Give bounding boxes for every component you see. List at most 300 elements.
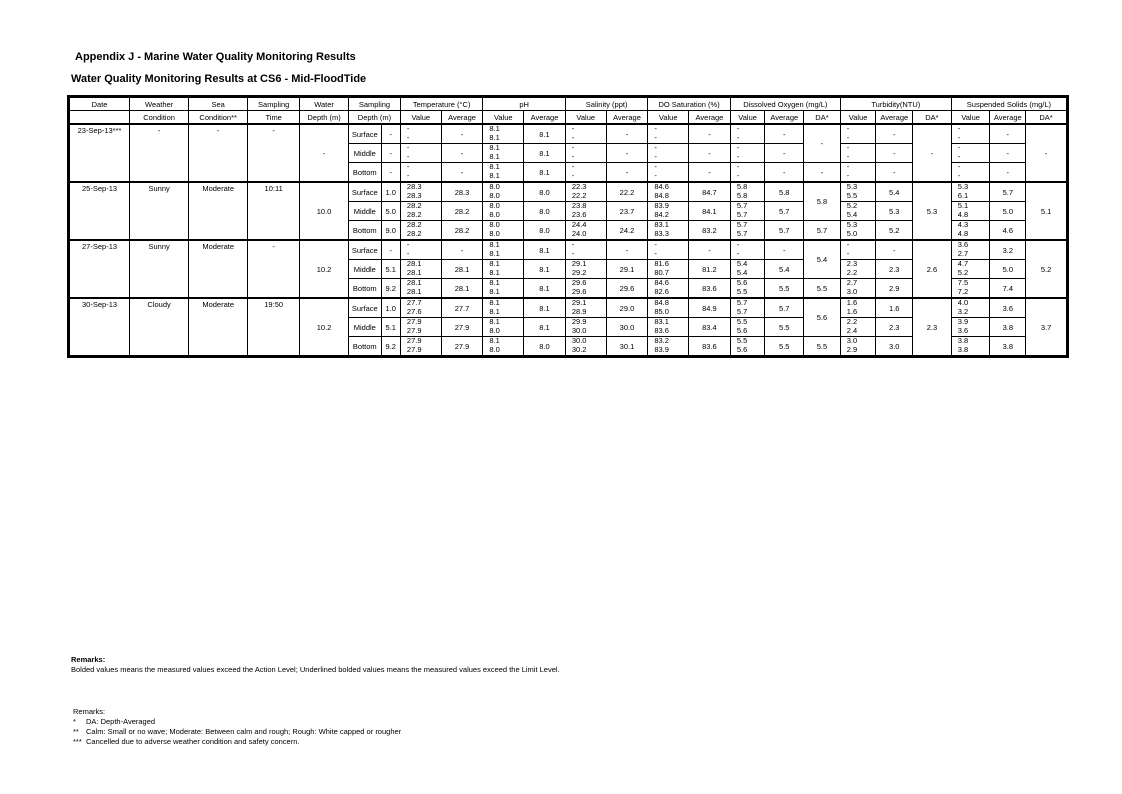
- cell-temperature-average: 27.7: [441, 298, 483, 318]
- cell-do-saturation-reading: 83.9: [654, 201, 669, 210]
- cell-do-saturation-reading: -: [654, 124, 657, 133]
- header-suspended-solids: Suspended Solids (mg/L): [951, 98, 1066, 111]
- cell-do-saturation-average: 84.9: [689, 298, 731, 318]
- cell-turbidity: [840, 240, 876, 260]
- cell-sampling-depth: -: [381, 144, 400, 163]
- cell-dissolved-oxygen-da-bottom: 5.5: [804, 279, 841, 299]
- cell-water-depth: 10.2: [300, 298, 349, 356]
- header-value: Value: [400, 111, 441, 125]
- footnote-item: ** Calm: Small or no wave; Moderate: Between calm and rough; Rough: White capped or rougher: [73, 727, 402, 736]
- cell-suspended-solids: [951, 240, 990, 260]
- remarks-action-level: [71, 655, 560, 675]
- cell-level: Surface: [349, 182, 382, 202]
- cell-do-saturation: [648, 240, 689, 260]
- cell-suspended-solids-average: 4.6: [990, 221, 1026, 241]
- cell-turbidity-reading: 3.0: [846, 336, 858, 345]
- cell-sampling-time: 10:11: [248, 182, 300, 240]
- footnotes: [73, 707, 401, 747]
- cell-dissolved-oxygen-reading: -: [736, 143, 740, 152]
- header-da: DA*: [804, 111, 841, 125]
- cell-ph: [483, 182, 524, 202]
- cell-suspended-solids-average: -: [990, 163, 1026, 183]
- header-value: Value: [951, 111, 990, 125]
- cell-ph: [483, 337, 524, 356]
- cell-salinity: [565, 318, 606, 337]
- cell-dissolved-oxygen-reading: 5.7: [736, 298, 748, 307]
- cell-dissolved-oxygen-reading: -: [736, 248, 740, 258]
- cell-temperature-average: -: [441, 124, 483, 144]
- cell-suspended-solids-reading: -: [957, 151, 961, 161]
- cell-suspended-solids-reading: -: [957, 124, 961, 133]
- cell-dissolved-oxygen-da: 5.8: [804, 182, 841, 221]
- table-row: [70, 124, 1067, 144]
- header-dissolved-oxygen: Dissolved Oxygen (mg/L): [730, 98, 840, 111]
- cell-turbidity: [840, 337, 876, 356]
- cell-salinity: [565, 124, 606, 144]
- cell-salinity: [565, 279, 606, 299]
- cell-turbidity-reading: 5.4: [846, 209, 858, 219]
- cell-turbidity-reading: 2.2: [846, 317, 858, 326]
- cell-do-saturation-reading: 83.3: [654, 228, 669, 238]
- cell-salinity-average: -: [606, 240, 648, 260]
- date-block: [70, 124, 1067, 182]
- cell-level: Surface: [349, 124, 382, 144]
- cell-suspended-solids-reading: -: [957, 132, 961, 142]
- cell-dissolved-oxygen-reading: -: [736, 151, 740, 161]
- cell-level: Bottom: [349, 337, 382, 356]
- cell-temperature-average: -: [441, 240, 483, 260]
- cell-do-saturation-average: 83.2: [689, 221, 731, 241]
- cell-suspended-solids-reading: 3.2: [957, 306, 969, 316]
- cell-sampling-time: -: [248, 240, 300, 298]
- header-weather: Weather: [130, 98, 189, 111]
- cell-ph-average: 8.1: [524, 163, 566, 183]
- cell-dissolved-oxygen-da: 5.4: [804, 240, 841, 279]
- cell-do-saturation-average: 84.1: [689, 202, 731, 221]
- cell-do-saturation: [648, 221, 689, 241]
- cell-ph-average: 8.1: [524, 124, 566, 144]
- cell-turbidity-reading: 2.3: [846, 259, 858, 268]
- cell-water-depth: 10.2: [300, 240, 349, 298]
- cell-do-saturation: [648, 260, 689, 279]
- cell-dissolved-oxygen-average: -: [765, 144, 804, 163]
- cell-suspended-solids-reading: -: [957, 143, 961, 152]
- cell-dissolved-oxygen-average: 5.5: [765, 279, 804, 299]
- cell-turbidity-reading: 2.9: [846, 344, 858, 354]
- cell-ph-reading: 8.1: [489, 286, 500, 296]
- cell-level: Bottom: [349, 221, 382, 241]
- cell-salinity-reading: 30.0: [571, 336, 587, 345]
- cell-turbidity: [840, 318, 876, 337]
- cell-salinity-average: 24.2: [606, 221, 648, 241]
- cell-salinity-reading: -: [571, 151, 575, 161]
- cell-salinity-reading: 29.9: [571, 317, 587, 326]
- cell-suspended-solids-reading: -: [957, 170, 961, 180]
- cell-dissolved-oxygen-da-bottom: 5.5: [804, 337, 841, 356]
- cell-temperature-reading: 28.2: [406, 201, 422, 210]
- table-row: [70, 298, 1067, 318]
- cell-salinity-reading: 23.8: [571, 201, 587, 210]
- cell-do-saturation-reading: -: [654, 170, 657, 180]
- date-block: [70, 240, 1067, 298]
- cell-turbidity-average: 1.6: [876, 298, 913, 318]
- cell-dissolved-oxygen-reading: 5.8: [736, 190, 748, 200]
- cell-salinity-reading: 28.9: [571, 306, 587, 316]
- cell-do-saturation: [648, 202, 689, 221]
- cell-salinity: [565, 144, 606, 163]
- cell-do-saturation-reading: -: [654, 151, 657, 161]
- cell-suspended-solids: [951, 202, 990, 221]
- footnotes-heading: Remarks:: [73, 707, 106, 716]
- header-da: DA*: [1026, 111, 1067, 125]
- cell-ph-average: 8.1: [524, 240, 566, 260]
- header-salinity: Salinity (ppt): [565, 98, 647, 111]
- cell-turbidity-reading: -: [846, 240, 850, 249]
- cell-weather: Cloudy: [130, 298, 189, 356]
- cell-ph-reading: 8.1: [489, 298, 500, 307]
- cell-ph: [483, 240, 524, 260]
- cell-temperature-reading: 27.7: [406, 298, 422, 307]
- cell-ph: [483, 144, 524, 163]
- cell-suspended-solids-da: 3.7: [1026, 298, 1067, 356]
- cell-temperature-reading: 28.2: [406, 228, 422, 238]
- cell-ph: [483, 318, 524, 337]
- cell-do-saturation-reading: 80.7: [654, 267, 669, 277]
- header-average: Average: [765, 111, 804, 125]
- cell-dissolved-oxygen-reading: 5.5: [736, 336, 748, 345]
- cell-temperature-reading: -: [406, 151, 410, 161]
- cell-turbidity: [840, 260, 876, 279]
- cell-turbidity-reading: 5.3: [846, 220, 858, 229]
- cell-suspended-solids: [951, 260, 990, 279]
- cell-turbidity-average: 2.9: [876, 279, 913, 299]
- cell-do-saturation-reading: 83.2: [654, 336, 669, 345]
- cell-sampling-depth: 5.1: [381, 318, 400, 337]
- cell-dissolved-oxygen-average: 5.5: [765, 337, 804, 356]
- header-da: DA*: [913, 111, 952, 125]
- footnote-item: *** Cancelled due to adverse weather condition and safety concern.: [73, 737, 300, 746]
- cell-ph: [483, 202, 524, 221]
- cell-do-saturation-reading: -: [654, 162, 657, 171]
- cell-suspended-solids-reading: 5.1: [957, 201, 969, 210]
- cell-turbidity: [840, 124, 876, 144]
- cell-temperature-reading: 28.2: [406, 209, 422, 219]
- cell-ph-reading: 8.0: [489, 220, 500, 229]
- cell-ph-reading: 8.1: [489, 278, 500, 287]
- cell-ph-reading: 8.0: [489, 209, 500, 219]
- date-block: [70, 182, 1067, 240]
- header-sea: Sea: [189, 98, 248, 111]
- cell-turbidity-da: 2.3: [913, 298, 952, 356]
- cell-temperature-reading: 27.6: [406, 306, 422, 316]
- cell-do-saturation-average: 83.6: [689, 279, 731, 299]
- cell-level: Bottom: [349, 163, 382, 183]
- cell-dissolved-oxygen: [730, 240, 765, 260]
- cell-suspended-solids-average: 3.8: [990, 318, 1026, 337]
- cell-do-saturation-average: 83.6: [689, 337, 731, 356]
- cell-dissolved-oxygen-da-bottom: -: [804, 163, 841, 183]
- cell-do-saturation-reading: 84.2: [654, 209, 669, 219]
- cell-dissolved-oxygen-reading: 5.6: [736, 344, 748, 354]
- cell-turbidity: [840, 202, 876, 221]
- cell-dissolved-oxygen-average: -: [765, 163, 804, 183]
- cell-do-saturation-reading: 83.1: [654, 317, 669, 326]
- cell-sampling-depth: 5.0: [381, 202, 400, 221]
- cell-temperature-reading: 28.1: [406, 267, 422, 277]
- cell-ph-reading: 8.1: [489, 132, 500, 142]
- cell-suspended-solids-reading: 5.2: [957, 267, 969, 277]
- cell-date: 25-Sep-13: [70, 182, 130, 240]
- cell-salinity: [565, 202, 606, 221]
- cell-salinity-reading: -: [571, 248, 575, 258]
- remarks-text: Bolded values means the measured values exceed the Action Level; Underlined bolded values means the measured values exceed the Limit Level.: [71, 665, 560, 674]
- cell-dissolved-oxygen: [730, 182, 765, 202]
- cell-dissolved-oxygen-da-bottom: 5.7: [804, 221, 841, 241]
- cell-salinity-reading: -: [571, 124, 575, 133]
- cell-suspended-solids-da: 5.1: [1026, 182, 1067, 240]
- cell-level: Surface: [349, 298, 382, 318]
- cell-suspended-solids-reading: 3.9: [957, 317, 969, 326]
- cell-suspended-solids-reading: 6.1: [957, 190, 969, 200]
- cell-sampling-depth: 9.2: [381, 337, 400, 356]
- cell-salinity-average: 29.6: [606, 279, 648, 299]
- cell-do-saturation: [648, 124, 689, 144]
- cell-ph-reading: 8.0: [489, 228, 500, 238]
- cell-turbidity-reading: 3.0: [846, 286, 858, 296]
- cell-salinity: [565, 182, 606, 202]
- cell-dissolved-oxygen-reading: 5.7: [736, 306, 748, 316]
- cell-do-saturation-average: 81.2: [689, 260, 731, 279]
- cell-salinity-reading: 22.3: [571, 182, 587, 191]
- cell-turbidity-reading: -: [846, 132, 850, 142]
- cell-do-saturation-reading: -: [654, 132, 657, 142]
- cell-salinity-reading: -: [571, 132, 575, 142]
- cell-dissolved-oxygen-reading: 5.7: [736, 201, 748, 210]
- header-depth-m: Depth (m): [349, 111, 401, 125]
- cell-turbidity-da: 2.6: [913, 240, 952, 298]
- header-water: Water: [300, 98, 349, 111]
- cell-temperature-reading: 27.9: [406, 344, 422, 354]
- cell-ph-average: 8.1: [524, 279, 566, 299]
- cell-ph: [483, 279, 524, 299]
- cell-sampling-depth: 1.0: [381, 298, 400, 318]
- cell-dissolved-oxygen: [730, 163, 765, 183]
- header-row-1: [70, 98, 1067, 111]
- cell-do-saturation: [648, 318, 689, 337]
- cell-turbidity: [840, 221, 876, 241]
- cell-salinity-average: 22.2: [606, 182, 648, 202]
- table-row: [70, 182, 1067, 202]
- cell-turbidity-reading: 1.6: [846, 306, 858, 316]
- cell-weather: Sunny: [130, 240, 189, 298]
- header-value: Value: [648, 111, 689, 125]
- cell-temperature-reading: 28.1: [406, 286, 422, 296]
- cell-temperature: [400, 318, 441, 337]
- cell-temperature-average: 28.3: [441, 182, 483, 202]
- cell-suspended-solids: [951, 337, 990, 356]
- cell-suspended-solids-reading: 4.7: [957, 259, 969, 268]
- cell-ph: [483, 163, 524, 183]
- cell-temperature-average: 28.1: [441, 260, 483, 279]
- cell-sampling-depth: 1.0: [381, 182, 400, 202]
- cell-ph-reading: 8.1: [489, 248, 500, 258]
- cell-do-saturation-reading: 83.1: [654, 220, 669, 229]
- cell-turbidity-average: -: [876, 144, 913, 163]
- cell-ph-average: 8.0: [524, 182, 566, 202]
- cell-turbidity-average: -: [876, 163, 913, 183]
- cell-do-saturation-reading: 83.9: [654, 344, 669, 354]
- cell-sea-condition: Moderate: [189, 182, 248, 240]
- cell-salinity-reading: -: [571, 170, 575, 180]
- cell-turbidity: [840, 279, 876, 299]
- date-block: [70, 298, 1067, 356]
- cell-turbidity-average: 5.2: [876, 221, 913, 241]
- cell-suspended-solids-average: 5.0: [990, 202, 1026, 221]
- cell-water-depth: 10.0: [300, 182, 349, 240]
- cell-ph-reading: 8.0: [489, 182, 500, 191]
- cell-date: 23-Sep-13***: [70, 124, 130, 182]
- cell-dissolved-oxygen: [730, 318, 765, 337]
- cell-salinity-average: 29.1: [606, 260, 648, 279]
- cell-do-saturation: [648, 279, 689, 299]
- cell-suspended-solids-reading: 4.8: [957, 228, 969, 238]
- cell-salinity-average: 23.7: [606, 202, 648, 221]
- cell-dissolved-oxygen: [730, 124, 765, 144]
- cell-ph: [483, 221, 524, 241]
- cell-turbidity-reading: 1.6: [846, 298, 858, 307]
- cell-temperature: [400, 337, 441, 356]
- cell-turbidity-average: 5.3: [876, 202, 913, 221]
- cell-dissolved-oxygen-reading: -: [736, 162, 740, 171]
- cell-salinity-reading: 29.2: [571, 267, 587, 277]
- cell-dissolved-oxygen-da: 5.6: [804, 298, 841, 337]
- cell-temperature-average: -: [441, 163, 483, 183]
- cell-temperature: [400, 202, 441, 221]
- cell-weather: Sunny: [130, 182, 189, 240]
- cell-turbidity-da: 5.3: [913, 182, 952, 240]
- cell-suspended-solids-average: 5.7: [990, 182, 1026, 202]
- cell-temperature: [400, 221, 441, 241]
- cell-salinity-average: 29.0: [606, 298, 648, 318]
- cell-dissolved-oxygen-reading: 5.5: [736, 286, 748, 296]
- cell-turbidity-average: 2.3: [876, 260, 913, 279]
- cell-turbidity-reading: -: [846, 162, 850, 171]
- cell-sampling-depth: -: [381, 240, 400, 260]
- cell-sampling-depth: -: [381, 163, 400, 183]
- table-subtitle: Water Quality Monitoring Results at CS6 - Mid-FloodTide: [71, 73, 367, 85]
- cell-turbidity-reading: -: [846, 248, 850, 258]
- cell-turbidity-average: -: [876, 240, 913, 260]
- cell-suspended-solids-reading: 3.6: [957, 240, 969, 249]
- cell-suspended-solids-reading: 7.2: [957, 286, 969, 296]
- cell-salinity-reading: 23.6: [571, 209, 587, 219]
- footnote-item: * DA: Depth-Averaged: [73, 717, 156, 726]
- cell-sea-condition: Moderate: [189, 240, 248, 298]
- cell-temperature-reading: -: [406, 248, 410, 258]
- cell-salinity: [565, 298, 606, 318]
- cell-dissolved-oxygen: [730, 221, 765, 241]
- cell-temperature-reading: 28.1: [406, 278, 422, 287]
- cell-suspended-solids: [951, 182, 990, 202]
- cell-dissolved-oxygen-reading: 5.7: [736, 228, 748, 238]
- cell-suspended-solids-da: -: [1026, 124, 1067, 182]
- cell-level: Bottom: [349, 279, 382, 299]
- cell-sea-condition: Moderate: [189, 298, 248, 356]
- cell-ph-reading: 8.1: [489, 170, 500, 180]
- cell-suspended-solids-reading: 3.6: [957, 325, 969, 335]
- cell-ph-reading: 8.0: [489, 201, 500, 210]
- cell-suspended-solids-reading: 7.5: [957, 278, 969, 287]
- cell-ph-reading: 8.0: [489, 325, 500, 335]
- header-average: Average: [876, 111, 913, 125]
- cell-temperature-reading: -: [406, 124, 410, 133]
- cell-suspended-solids-average: -: [990, 124, 1026, 144]
- header-average: Average: [524, 111, 566, 125]
- cell-salinity-reading: 22.2: [571, 190, 587, 200]
- cell-turbidity-reading: -: [846, 124, 850, 133]
- cell-dissolved-oxygen-average: 5.5: [765, 318, 804, 337]
- cell-temperature-average: 28.2: [441, 202, 483, 221]
- cell-ph-reading: 8.1: [489, 306, 500, 316]
- cell-salinity-average: 30.0: [606, 318, 648, 337]
- header-condition: Condition: [130, 111, 189, 125]
- cell-dissolved-oxygen-reading: 5.6: [736, 325, 748, 335]
- cell-dissolved-oxygen-reading: 5.7: [736, 209, 748, 219]
- cell-salinity-reading: -: [571, 240, 575, 249]
- cell-turbidity-reading: 5.3: [846, 182, 858, 191]
- cell-date: 27-Sep-13: [70, 240, 130, 298]
- cell-ph-reading: 8.0: [489, 344, 500, 354]
- cell-do-saturation: [648, 298, 689, 318]
- cell-suspended-solids-average: -: [990, 144, 1026, 163]
- cell-temperature-average: 27.9: [441, 318, 483, 337]
- cell-suspended-solids: [951, 221, 990, 241]
- cell-turbidity-reading: 2.7: [846, 278, 858, 287]
- cell-salinity: [565, 260, 606, 279]
- cell-do-saturation: [648, 144, 689, 163]
- header-time: Time: [248, 111, 300, 125]
- cell-do-saturation-reading: 84.8: [654, 190, 669, 200]
- cell-temperature: [400, 163, 441, 183]
- cell-temperature-reading: -: [406, 132, 410, 142]
- cell-do-saturation-reading: 81.6: [654, 259, 669, 268]
- cell-dissolved-oxygen-reading: -: [736, 170, 740, 180]
- appendix-title: Appendix J - Marine Water Quality Monitoring Results: [75, 51, 356, 63]
- cell-salinity-average: -: [606, 144, 648, 163]
- cell-level: Middle: [349, 202, 382, 221]
- cell-do-saturation-reading: 84.6: [654, 278, 669, 287]
- cell-do-saturation-reading: 83.6: [654, 325, 669, 335]
- cell-temperature-average: -: [441, 144, 483, 163]
- cell-sea-condition: -: [189, 124, 248, 182]
- cell-ph-reading: 8.0: [489, 190, 500, 200]
- results-table-frame: [67, 95, 1069, 358]
- cell-do-saturation-reading: 84.8: [654, 298, 669, 307]
- cell-suspended-solids-reading: -: [957, 162, 961, 171]
- cell-do-saturation-average: -: [689, 163, 731, 183]
- cell-ph-reading: 8.1: [489, 151, 500, 161]
- cell-dissolved-oxygen-reading: 5.5: [736, 317, 748, 326]
- cell-do-saturation: [648, 337, 689, 356]
- cell-suspended-solids-average: 3.8: [990, 337, 1026, 356]
- header-value: Value: [483, 111, 524, 125]
- header-average: Average: [990, 111, 1026, 125]
- cell-temperature: [400, 279, 441, 299]
- cell-ph-average: 8.1: [524, 298, 566, 318]
- cell-ph-reading: 8.1: [489, 267, 500, 277]
- cell-temperature-reading: 27.9: [406, 336, 422, 345]
- cell-suspended-solids: [951, 144, 990, 163]
